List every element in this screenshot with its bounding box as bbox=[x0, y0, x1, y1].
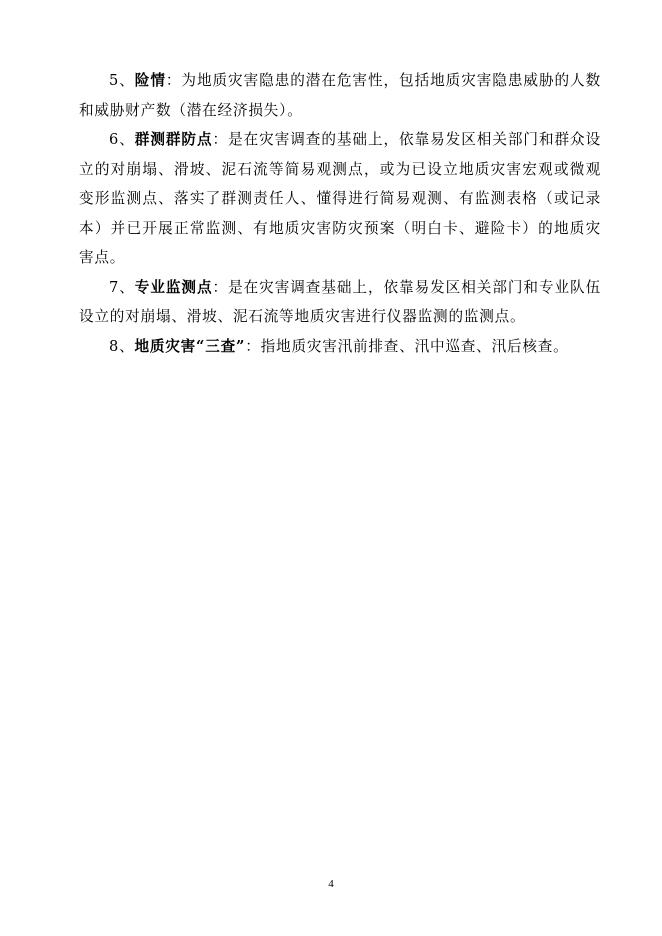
definition-paragraph-5 bbox=[79, 66, 601, 125]
definition-paragraph-8 bbox=[79, 332, 601, 362]
definition-text: 指地质灾害汛前排查、汛中巡查、汛后核查。 bbox=[260, 337, 569, 355]
definition-paragraph-7 bbox=[79, 273, 601, 332]
term-group-monitoring-point: 群测群防点 bbox=[134, 131, 213, 148]
item-number: 7、 bbox=[109, 278, 135, 296]
item-number: 6、 bbox=[109, 131, 135, 148]
page-body bbox=[79, 66, 601, 361]
term-risk: 险情 bbox=[134, 72, 166, 89]
term-professional-monitoring-point: 专业监测点 bbox=[134, 278, 213, 296]
definition-paragraph-6 bbox=[79, 125, 601, 273]
definition-text: 为地质灾害隐患的潜在危害性，包括地质灾害隐患威胁的人数和威胁财产数（潜在经济损失）。 bbox=[79, 72, 601, 119]
term-three-inspections: 地质灾害“三查” bbox=[134, 337, 246, 355]
item-number: 8、 bbox=[109, 337, 135, 355]
definition-text: 是在灾害调查基础上，依靠易发区相关部门和专业队伍设立的对崩塌、滑坡、泥石流等地质灾害进行仪器监测的监测点。 bbox=[79, 278, 601, 325]
page-number: 4 bbox=[328, 878, 334, 890]
term-separator: ： bbox=[212, 278, 229, 296]
term-separator: ： bbox=[245, 337, 261, 355]
item-number: 5、 bbox=[109, 72, 135, 89]
term-separator: ： bbox=[165, 72, 182, 89]
term-separator: ： bbox=[212, 131, 229, 148]
definition-text: 是在灾害调查的基础上，依靠易发区相关部门和群众设立的对崩塌、滑坡、泥石流等简易观测点，或为已设立地质灾害宏观或微观变形监测点、落实了群测责任人、懂得进行简易观测、有监测表格（或记录本）并已开展正常监测、有地质灾害防灾预案（明白卡、避险卡）的地质灾害点。 bbox=[79, 131, 601, 266]
